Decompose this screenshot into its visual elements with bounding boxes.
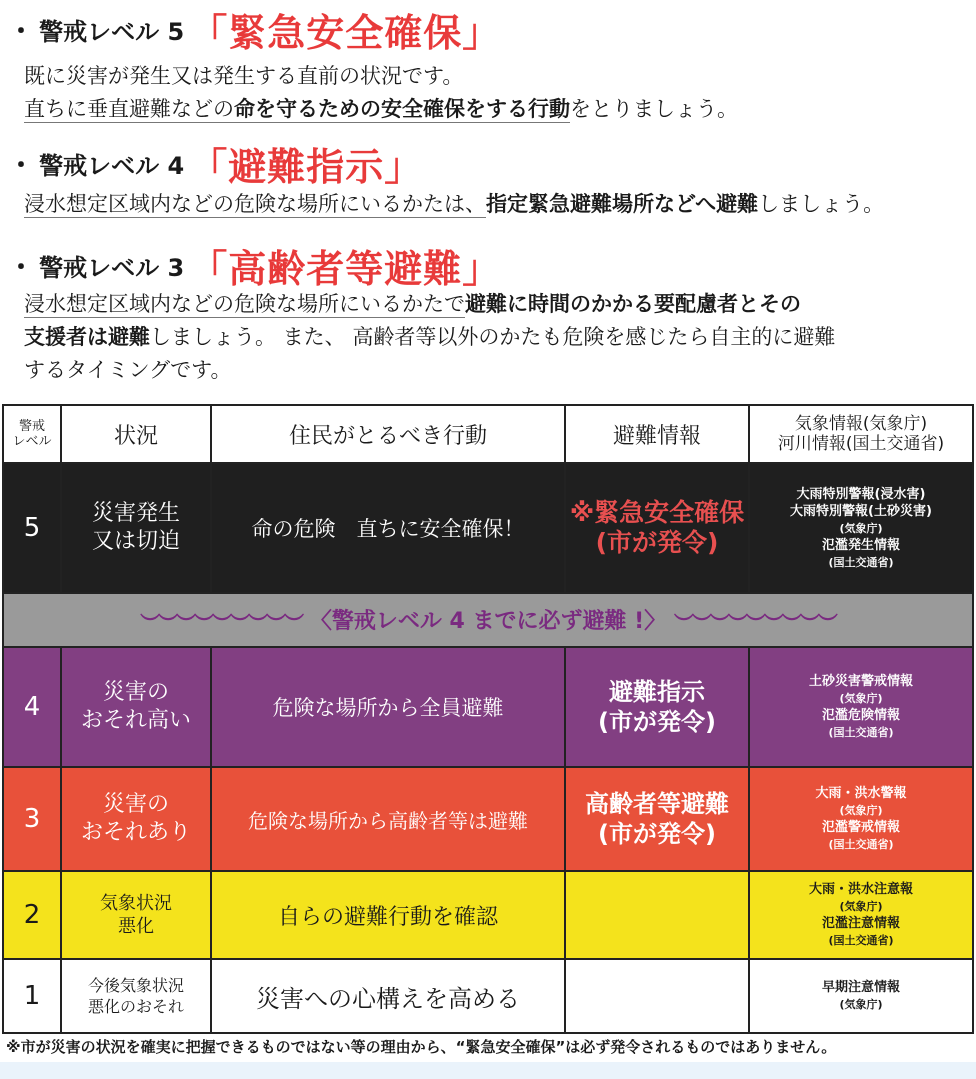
- situation-line1: 今後気象状況: [87, 976, 184, 995]
- evac-line2: (市が発令): [595, 528, 719, 557]
- situation-line2: 又は切迫: [91, 529, 180, 554]
- table-header-row: [3, 405, 973, 463]
- situation-line1: 災害発生: [91, 501, 180, 526]
- situation-line2: 悪化: [118, 916, 154, 937]
- header-weather: [749, 405, 973, 463]
- footnote: ※市が災害の状況を確実に把握できるものではない等の理由から、“緊急安全確保”は必ず発令されるものではありません。: [6, 1038, 837, 1056]
- level-number: 3: [3, 767, 61, 871]
- level-number: 4: [3, 647, 61, 767]
- wave-decoration-right: ︶︶︶︶︶︶︶︶︶: [673, 611, 836, 636]
- weather-info-cell: [749, 959, 973, 1033]
- table-row-level3: [3, 767, 973, 871]
- weather-info-cell: [749, 871, 973, 959]
- info-line: 氾濫発生情報: [821, 537, 900, 553]
- situation-cell: [61, 959, 211, 1033]
- info-line: 土砂災害警戒情報: [808, 674, 913, 689]
- info-line: (国土交通省): [828, 838, 894, 851]
- table-row-level1: [3, 959, 973, 1033]
- header-action: 住民がとるべき行動: [211, 405, 565, 463]
- level5-line1: 既に災害が発生又は発生する直前の状況です。: [24, 64, 464, 88]
- info-line: 早期注意情報: [821, 980, 900, 995]
- info-line: 氾濫警戒情報: [821, 820, 900, 835]
- info-line: (気象庁): [839, 521, 883, 535]
- level3-description: [24, 288, 835, 387]
- info-line: 氾濫注意情報: [821, 916, 900, 931]
- level5-line2-b: 命を守るための安全確保をする行動: [234, 97, 570, 121]
- situation-cell: [61, 463, 211, 593]
- bullet: ・: [8, 17, 35, 47]
- level5-line2-a: 直ちに垂直避難などの: [24, 97, 234, 121]
- situation-line1: 災害の: [102, 792, 169, 817]
- level-number: 2: [3, 871, 61, 959]
- level5-line2: [24, 93, 738, 126]
- table-row-level5: [3, 463, 973, 593]
- info-line: 大雨特別警報(土砂災害): [790, 503, 932, 519]
- level5-description: [24, 60, 738, 126]
- evac-cell: [565, 463, 749, 593]
- level3-line2-c: しましょう。 また、 高齢者等以外のかたも危険を感じたら自主的に避難: [150, 325, 836, 349]
- level5-heading: [8, 2, 501, 57]
- bottom-bar: [0, 1062, 976, 1079]
- level4-line1: [24, 188, 884, 221]
- level-number: 1: [3, 959, 61, 1033]
- situation-cell: [61, 871, 211, 959]
- action-cell: 災害への心構えを高める: [211, 959, 565, 1033]
- weather-info-cell: [749, 463, 973, 593]
- level3-title: 「高齢者等避難」: [189, 247, 502, 291]
- info-line: (気象庁): [839, 900, 883, 913]
- level4-label: 警戒レベル 4: [39, 152, 185, 180]
- banner-text: 〈警戒レベル 4 までに必ず避難 !〉: [309, 608, 667, 634]
- evac-cell: [565, 647, 749, 767]
- level4-title: 「避難指示」: [189, 145, 424, 189]
- evac-line1: 避難指示: [609, 678, 705, 706]
- level3-line2-b: 支援者は避難: [24, 325, 150, 349]
- situation-cell: [61, 647, 211, 767]
- level5-label: 警戒レベル 5: [39, 18, 185, 46]
- situation-line1: 気象状況: [100, 893, 172, 914]
- level4-description: [24, 188, 884, 221]
- level3-line3: するタイミングです。: [24, 358, 232, 382]
- info-line: (気象庁): [839, 692, 883, 705]
- header-level: [3, 405, 61, 463]
- action-cell: 危険な場所から高齢者等は避難: [211, 767, 565, 871]
- weather-info-cell: [749, 647, 973, 767]
- evac-cell: [565, 767, 749, 871]
- header-level-line1: 警戒: [18, 419, 45, 434]
- level4-line1-b: 指定緊急避難場所などへ避難: [486, 192, 759, 216]
- info-line: (気象庁): [839, 804, 883, 817]
- alert-level-table: [2, 404, 974, 1034]
- wave-decoration-left: ︶︶︶︶︶︶︶︶︶: [140, 611, 303, 636]
- info-line: 大雨特別警報(浸水害): [796, 486, 926, 502]
- weather-info-cell: [749, 767, 973, 871]
- level5-title: 「緊急安全確保」: [189, 11, 502, 55]
- action-cell: 自らの避難行動を確認: [211, 871, 565, 959]
- info-line: (国土交通省): [828, 934, 894, 947]
- level3-heading: [8, 238, 501, 293]
- evac-line1: ※緊急安全確保: [569, 498, 745, 527]
- info-line: (国土交通省): [828, 726, 894, 739]
- level4-line1-a: 浸水想定区域内などの危険な場所にいるかたは、: [24, 192, 486, 216]
- action-cell: 命の危険 直ちに安全確保！: [211, 463, 565, 593]
- info-line: 大雨・洪水警報: [815, 786, 907, 801]
- level4-heading: [8, 136, 423, 191]
- header-level-line2: レベル: [12, 434, 52, 449]
- level-number: 5: [3, 463, 61, 593]
- level3-line1-a: 浸水想定区域内などの危険な場所にいるかたで: [24, 292, 465, 316]
- info-line: 大雨・洪水注意報: [808, 882, 913, 897]
- evac-cell-empty: [565, 871, 749, 959]
- evacuation-banner-row: [3, 593, 973, 647]
- situation-line2: おそれあり: [80, 820, 191, 845]
- bullet: ・: [8, 253, 35, 283]
- header-weather-line1: 気象情報(気象庁): [794, 414, 928, 434]
- table-row-level4: [3, 647, 973, 767]
- evac-line2: (市が発令): [598, 820, 716, 848]
- info-line: (気象庁): [839, 998, 883, 1011]
- level3-label: 警戒レベル 3: [39, 254, 185, 282]
- situation-line2: おそれ高い: [80, 708, 191, 733]
- info-line: (国土交通省): [828, 555, 894, 569]
- header-situation: 状況: [61, 405, 211, 463]
- evacuation-banner: [3, 593, 973, 647]
- header-evac: 避難情報: [565, 405, 749, 463]
- level3-line2: [24, 321, 835, 354]
- level3-line1: [24, 288, 835, 321]
- situation-line2: 悪化のおそれ: [87, 997, 184, 1016]
- situation-cell: [61, 767, 211, 871]
- evac-line1: 高齢者等避難: [585, 790, 729, 818]
- action-cell: 危険な場所から全員避難: [211, 647, 565, 767]
- table-row-level2: [3, 871, 973, 959]
- evac-cell-empty: [565, 959, 749, 1033]
- situation-line1: 災害の: [102, 680, 169, 705]
- header-weather-line2: 河川情報(国土交通省): [777, 434, 945, 454]
- level5-line2-c: をとりましょう。: [570, 97, 738, 121]
- level4-line1-c: しましょう。: [758, 192, 885, 216]
- level3-line1-b: 避難に時間のかかる要配慮者とその: [465, 292, 801, 316]
- evac-line2: (市が発令): [598, 708, 716, 736]
- bullet: ・: [8, 151, 35, 181]
- info-line: 氾濫危険情報: [821, 708, 900, 723]
